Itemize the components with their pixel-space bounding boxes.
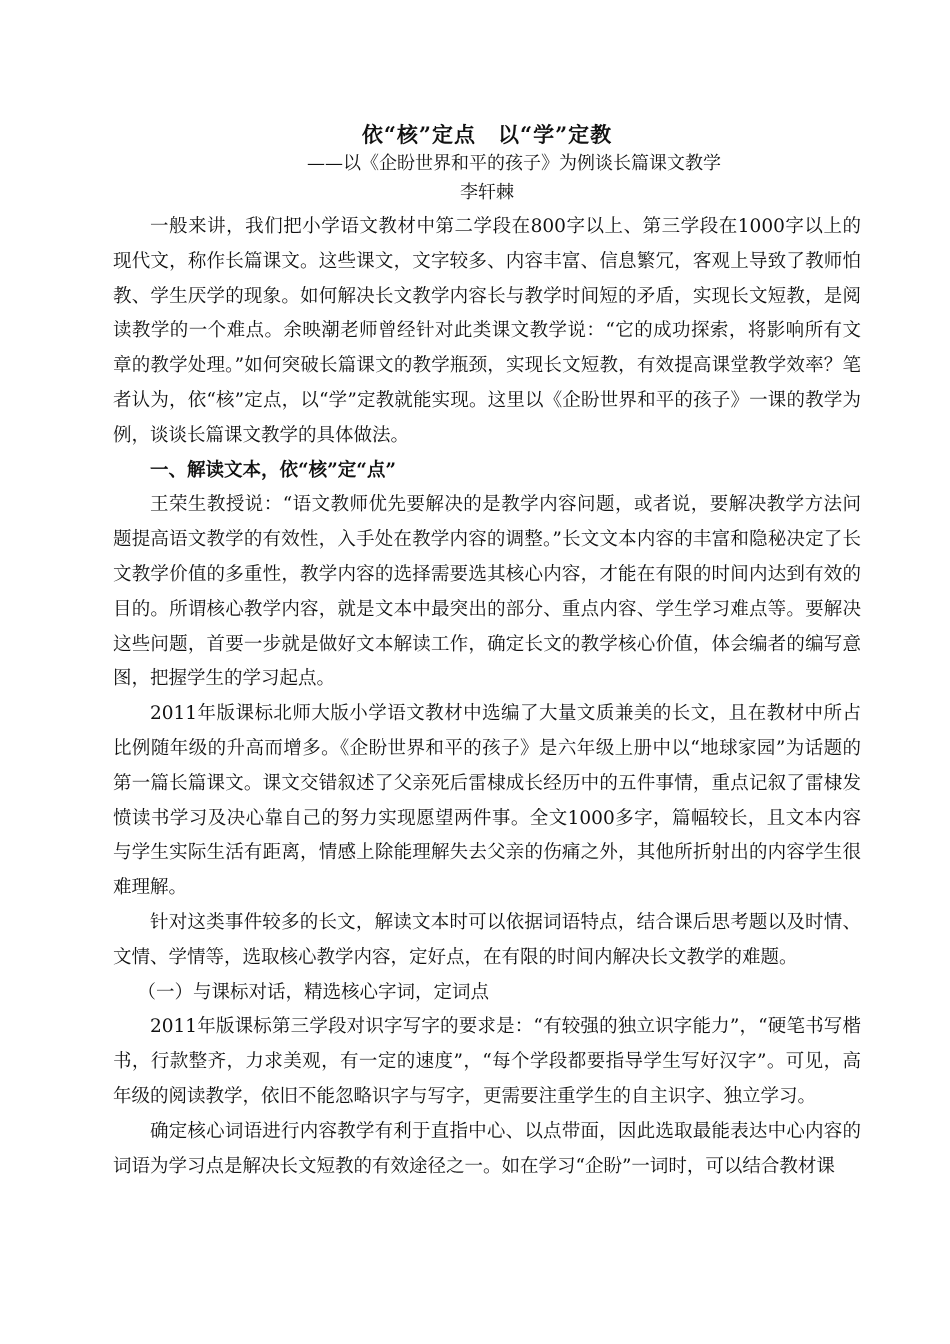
section-heading-1: 一、解读文本，依“核”定“点” (150, 459, 397, 481)
subsection1-paragraph-2: 确定核心词语进行内容教学有利于直指中心、以点带面，因此选取最能表达中心内容的词语为学习点是解决长文短教的有效途径之一。如在学习“企盼”一词时，可以结合教材课 (113, 1120, 861, 1177)
intro-paragraph: 一般来讲，我们把小学语文教材中第二学段在800字以上、第三学段在1000字以上的现代文，称作长篇课文。这些课文，文字较多、内容丰富、信息繁冗，客观上导致了教师怕教、学生厌学的现象。如何解决长文教学内容长与教学时间短的矛盾，实现长文短教，是阅读教学的一个难点。余映潮老师曾经针对此类课文教学说：“它的成功探索，将影响所有文章的教学处理。”如何突破长篇课文的教学瓶颈，实现长文短教，有效提高课堂教学效率？笔者认为，依“核”定点，以“学”定教就能实现。这里以《企盼世界和平的孩子》一课的教学为例，谈谈长篇课文教学的具体做法。 (113, 216, 861, 446)
document-subtitle: ——以《企盼世界和平的孩子》为例谈长篇课文教学 (307, 153, 721, 174)
subsection1-paragraph-1: 2011年版课标第三学段对识字写字的要求是：“有较强的独立识字能力”，“硬笔书写楷书，行款整齐，力求美观，有一定的速度”，“每个学段都要指导学生写好汉字”。可见，高年级的阅读教学，依旧不能忽略识字与写字，更需要注重学生的自主识字、独立学习。 (113, 1016, 861, 1107)
section1-paragraph-2: 2011年版课标北师大版小学语文教材中选编了大量文质兼美的长文，且在教材中所占比例随年级的升高而增多。《企盼世界和平的孩子》是六年级上册中以“地球家园”为话题的第一篇长篇课文。课文交错叙述了父亲死后雷棣成长经历中的五件事情，重点记叙了雷棣发愤读书学习及决心靠自己的努力实现愿望两件事。全文1000多字，篇幅较长，且文本内容与学生实际生活有距离，情感上除能理解失去父亲的伤痛之外，其他所折射出的内容学生很难理解。 (113, 703, 861, 899)
document-page (113, 120, 861, 1184)
document-author: 李轩棘 (460, 182, 514, 203)
section1-paragraph-1: 王荣生教授说：“语文教师优先要解决的是教学内容问题，或者说，要解决教学方法问题提高语文教学的有效性，入手处在教学内容的调整。”长文文本内容的丰富和隐秘决定了长文教学价值的多重性，教学内容的选择需要选其核心内容，才能在有限的时间内达到有效的目的。所谓核心教学内容，就是文本中最突出的部分、重点内容、学生学习难点等。要解决这些问题，首要一步就是做好文本解读工作，确定长文的教学核心价值，体会编者的编写意图，把握学生的学习起点。 (113, 494, 861, 690)
document-title: 依“核”定点 以“学”定教 (361, 122, 613, 147)
subsection-heading-1: （一）与课标对话，精选核心字词，定词点 (137, 981, 490, 1003)
section1-paragraph-3: 针对这类事件较多的长文，解读文本时可以依据词语特点，结合课后思考题以及时情、文情、学情等，选取核心教学内容，定好点，在有限的时间内解决长文教学的难题。 (113, 911, 861, 968)
